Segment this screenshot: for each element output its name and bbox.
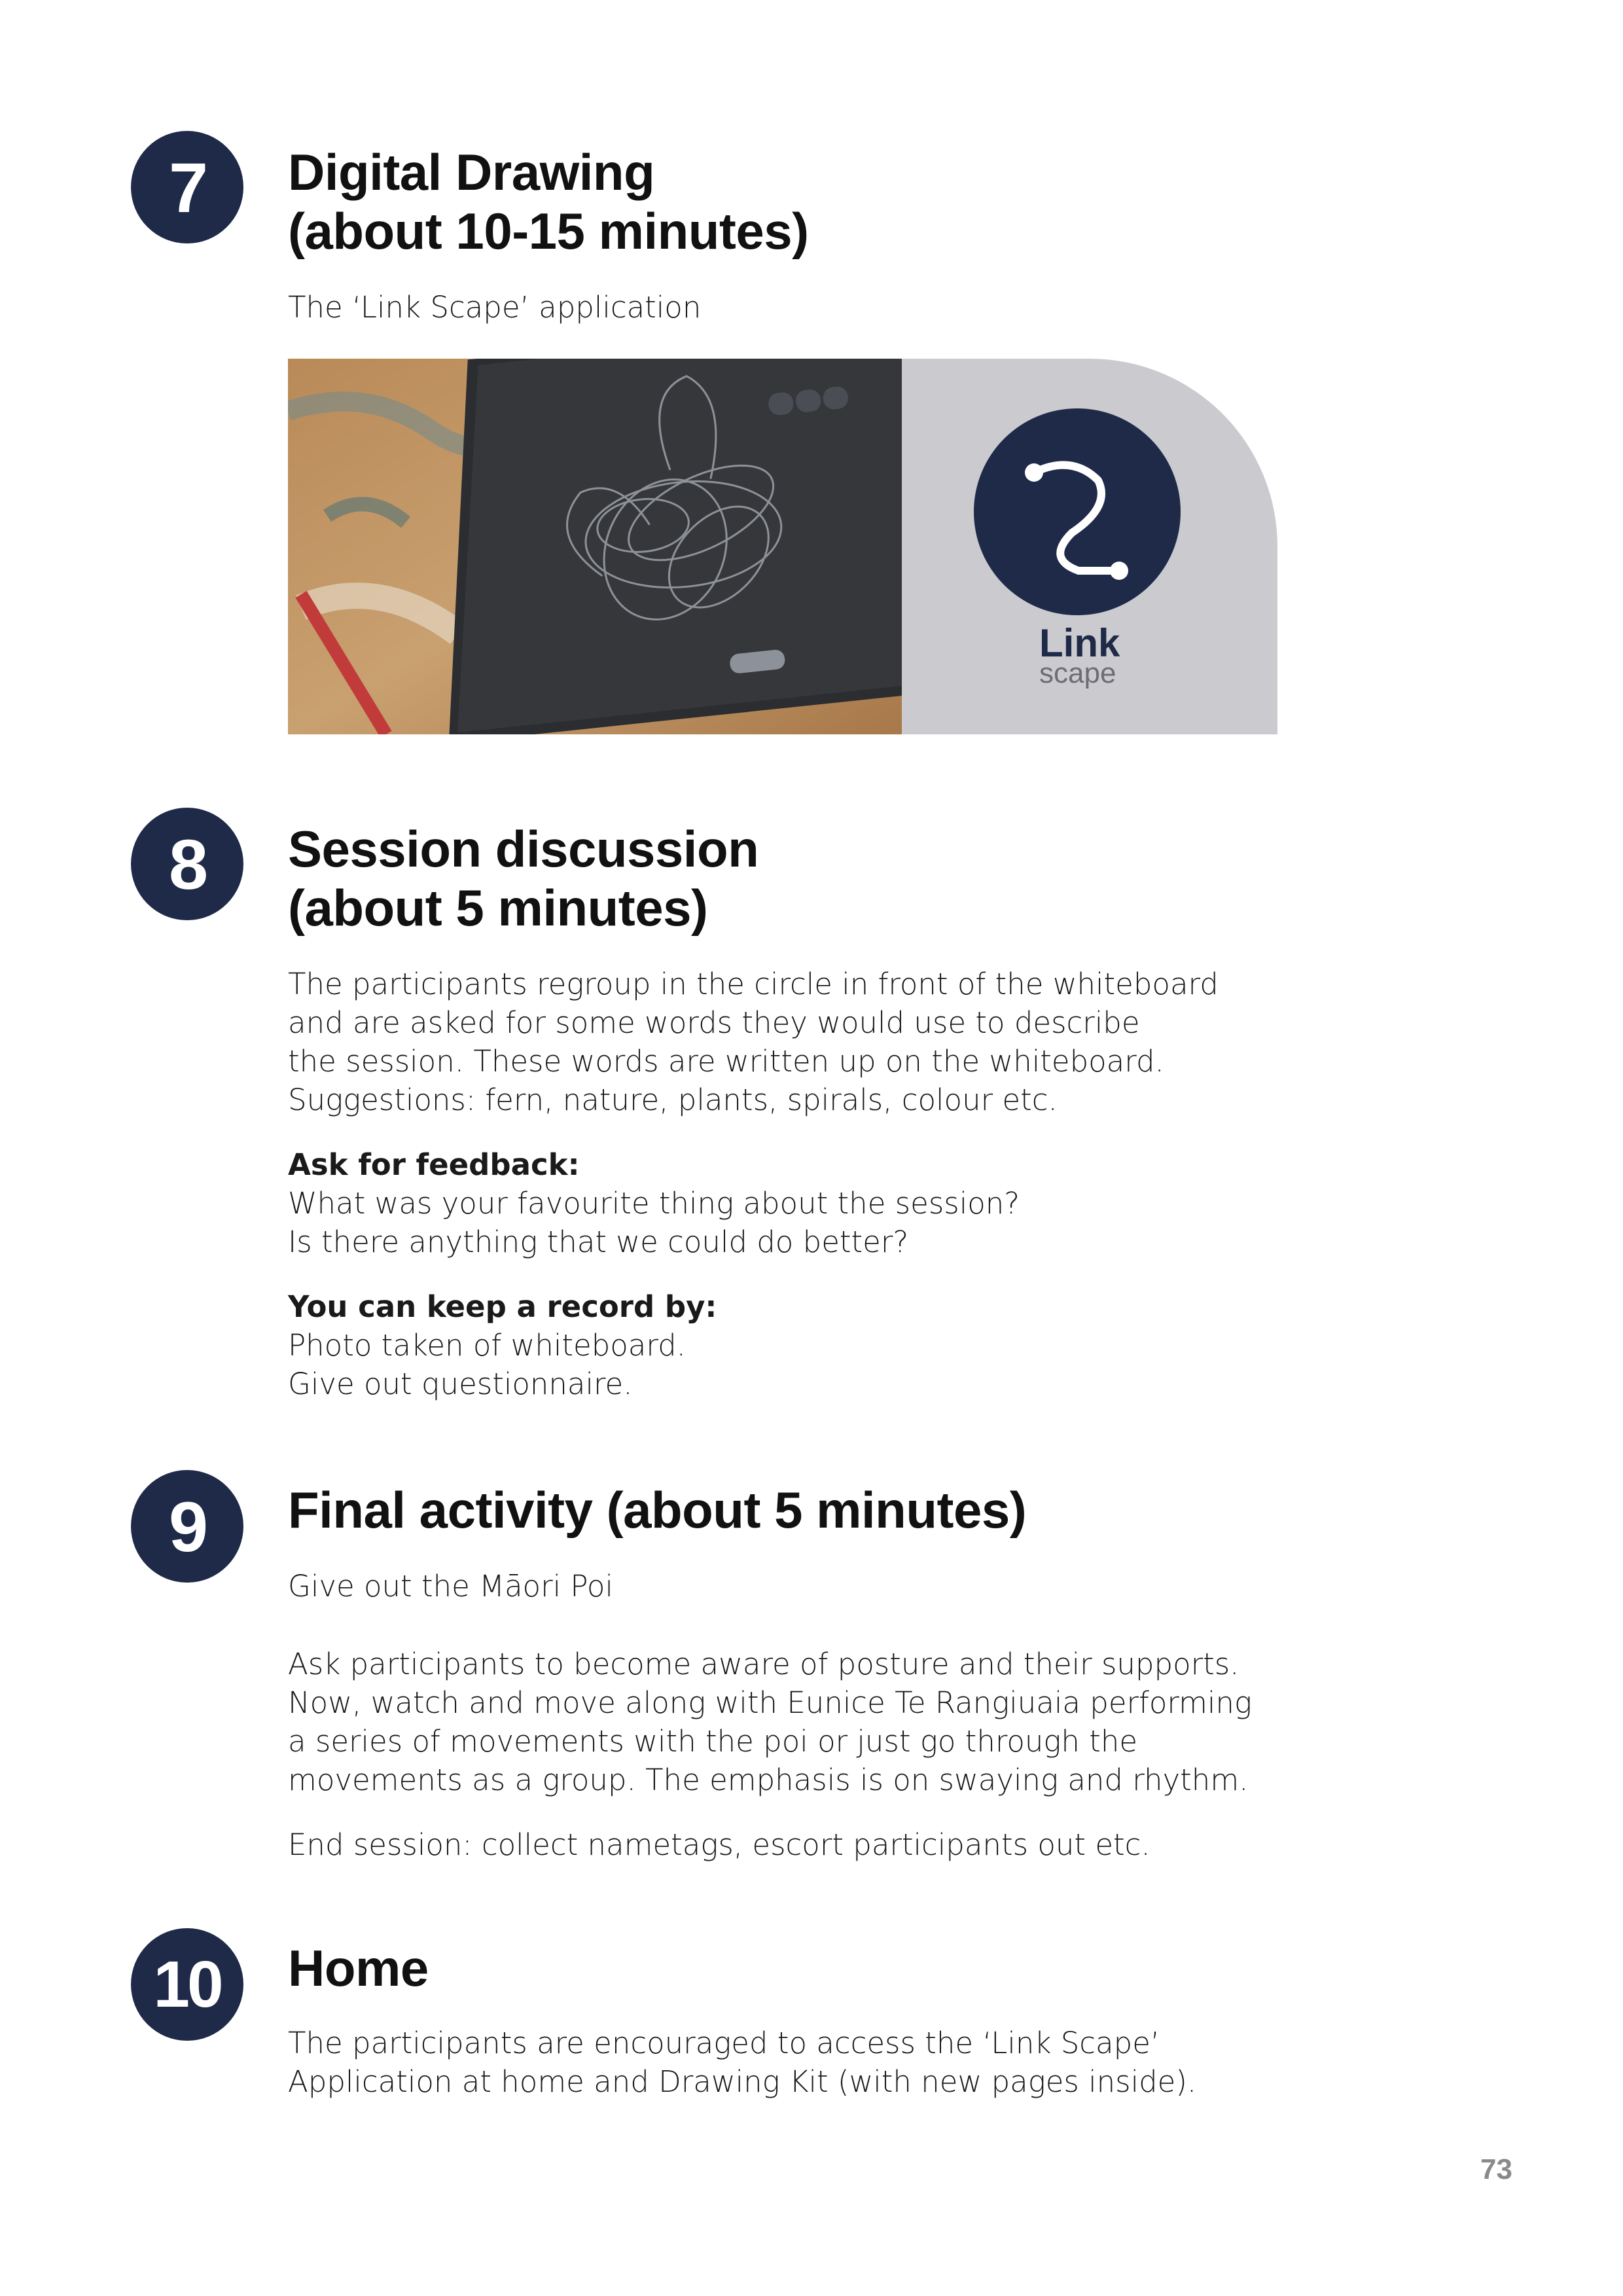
section-body — [288, 1567, 1270, 1864]
section-subtitle: The ‘Link Scape’ application — [288, 290, 702, 325]
link-scape-logo-icon — [974, 408, 1181, 615]
section-body — [288, 2024, 1270, 2101]
link-scape-image — [288, 359, 1277, 734]
text-line: Application at home and Drawing Kit (with new pages inside). — [288, 2064, 1197, 2099]
section-title: Final activity (about 5 minutes) — [288, 1481, 1027, 1539]
title-line: Session discussion — [288, 820, 759, 878]
title-line: (about 10-15 minutes) — [288, 202, 809, 260]
logo-text-link: Link — [1039, 621, 1120, 665]
paragraph — [288, 965, 1270, 1119]
feedback-paragraph — [288, 1145, 1270, 1261]
text-line: Ask participants to become aware of posture and their supports. — [288, 1647, 1240, 1681]
paragraph — [288, 1645, 1270, 1799]
title-line: Digital Drawing — [288, 143, 655, 201]
step-number-badge: 8 — [131, 808, 243, 920]
step-number-badge: 7 — [131, 131, 243, 243]
text-line: Suggestions: fern, nature, plants, spirals, colour etc. — [288, 1083, 1058, 1117]
record-label: You can keep a record by: — [288, 1289, 717, 1324]
step-number-badge: 10 — [131, 1928, 243, 2041]
text-line: The participants regroup in the circle in front of the whiteboard — [288, 967, 1219, 1001]
text-line: The participants are encouraged to access the ‘Link Scape’ — [288, 2026, 1160, 2060]
section-title: Home — [288, 1939, 429, 1997]
feedback-label: Ask for feedback: — [288, 1147, 580, 1182]
intro-line: Give out the Māori Poi — [288, 1569, 613, 1604]
text-line: Is there anything that we could do better? — [288, 1225, 909, 1259]
text-line: and are asked for some words they would use to describe — [288, 1005, 1140, 1040]
logo-text-scape: scape — [1039, 657, 1116, 689]
text-line: movements as a group. The emphasis is on swaying and rhythm. — [288, 1763, 1249, 1797]
section-body — [288, 965, 1270, 1403]
text-line: What was your favourite thing about the session? — [288, 1186, 1020, 1221]
title-line: (about 5 minutes) — [288, 879, 708, 937]
paragraph — [288, 2024, 1270, 2101]
tablet-drawing-photo — [288, 359, 902, 734]
section-title — [288, 819, 758, 937]
text-line: Now, watch and move along with Eunice Te Rangiuaia performing — [288, 1685, 1252, 1720]
end-line: End session: collect nametags, escort participants out etc. — [288, 1827, 1150, 1862]
text-line: a series of movements with the poi or just go through the — [288, 1724, 1138, 1759]
text-line: the session. These words are written up on the whiteboard. — [288, 1044, 1164, 1079]
record-paragraph — [288, 1287, 1270, 1403]
step-number-badge: 9 — [131, 1470, 243, 1583]
text-line: Give out questionnaire. — [288, 1367, 633, 1401]
page-number: 73 — [1480, 2153, 1512, 2185]
text-line: Photo taken of whiteboard. — [288, 1328, 686, 1363]
link-scape-logo-panel — [902, 359, 1277, 734]
section-title — [288, 143, 809, 260]
